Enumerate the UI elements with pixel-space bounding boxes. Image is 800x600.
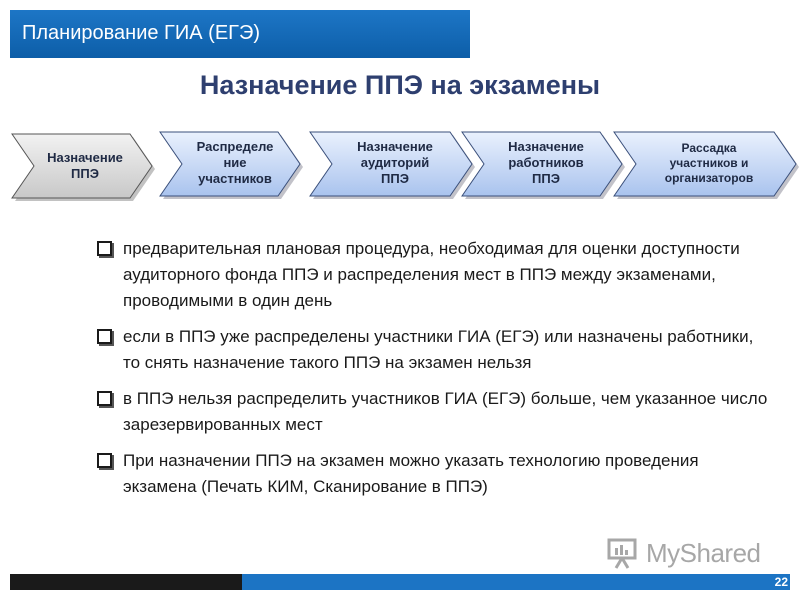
bullet-list <box>95 236 775 510</box>
step-label-4: Назначение работников ППЭ <box>508 138 584 187</box>
header-bar <box>10 10 470 58</box>
watermark <box>606 536 761 570</box>
list-item <box>95 448 775 500</box>
bullet-text: При назначении ППЭ на экзамен можно указать технологию проведения экзамена (Печать КИМ, Сканирование в ППЭ) <box>123 451 699 496</box>
footer-blue-bar <box>242 574 790 590</box>
list-item <box>95 386 775 438</box>
list-item <box>95 236 775 314</box>
list-item <box>95 324 775 376</box>
step-label-5: Рассадка участников и организаторов <box>664 140 754 185</box>
presentation-board-icon <box>606 536 640 570</box>
bullet-text: в ППЭ нельзя распределить участников ГИА (ЕГЭ) больше, чем указанное число зарезервированных мест <box>123 389 768 434</box>
footer-dark-bar <box>10 574 242 590</box>
step-label-3: Назначение аудиторий ППЭ <box>357 138 433 187</box>
header-title: Планирование ГИА (ЕГЭ) <box>22 22 261 44</box>
bullet-text: предварительная плановая процедура, необходимая для оценки доступности аудиторного фонда ППЭ и распределения мест в ППЭ между экзаменами, проводимыми в один день <box>123 239 740 310</box>
bullet-text: если в ППЭ уже распределены участники ГИА (ЕГЭ) или назначены работники, то снять назначение такого ППЭ на экзамен нельзя <box>123 327 754 372</box>
page-title: Назначение ППЭ на экзамены <box>199 70 601 100</box>
checkbox-bullet-icon <box>97 241 112 256</box>
step-label-2: Распределе ние участников <box>196 138 274 187</box>
page-number: 22 <box>774 575 788 589</box>
checkbox-bullet-icon <box>97 453 112 468</box>
step-label-1: Назначение ППЭ <box>47 149 123 181</box>
watermark-text: MyShared <box>646 537 761 568</box>
checkbox-bullet-icon <box>97 329 112 344</box>
process-steps <box>0 128 800 204</box>
checkbox-bullet-icon <box>97 391 112 406</box>
